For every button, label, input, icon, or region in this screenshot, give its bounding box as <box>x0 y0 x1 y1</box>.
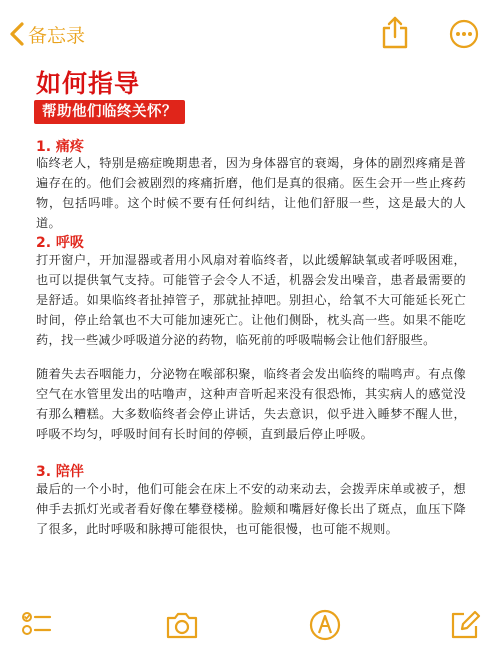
compose-button[interactable] <box>448 608 482 642</box>
section-heading-breathing: 2. 呼吸 <box>36 235 84 251</box>
section-paragraph-breathing-2: 随着失去吞咽能力，分泌物在喉部积聚，临终者会发出临终的喘鸣声。有点像空气在水管里发出的咕噜声，这种声音听起来没有很恐怖，其实病人的感觉没有那么糟糕。大多数临终者会停止讲话，失去意识，似乎进入睡梦不醒人世，呼吸不均匀，呼吸时间有长时间的停顿，直到最后停止呼吸。 <box>36 367 466 441</box>
section-heading-pain: 1. 痛疼 <box>36 139 84 155</box>
markup-pen-icon <box>308 608 342 642</box>
note-subtitle-banner: 帮助他们临终关怀？ <box>34 100 185 124</box>
back-label: 备忘录 <box>28 24 86 47</box>
section-paragraph-pain: 临终老人，特别是癌症晚期患者，因为身体器官的衰竭，身体的剧烈疼痛是普遍存在的。他们会被剧烈的疼痛折磨，他们是真的很痛。医生会开一些止疼药物，包括吗啡。这个时候不要有任何纠结，让他们舒服一些，这是最大的人道。 <box>36 156 466 230</box>
more-button[interactable] <box>449 19 479 49</box>
markup-button[interactable] <box>308 608 342 642</box>
back-button[interactable] <box>8 18 85 50</box>
checklist-icon <box>20 608 54 642</box>
note-title: 如何指导 <box>36 69 141 98</box>
navigation-bar <box>0 0 500 66</box>
section-paragraph-companionship: 最后的一个小时，他们可能会在床上不安的动来动去，会拨弄床单或被子，想伸手去抓灯光或者看好像在攀登楼梯。脸颊和嘴唇好像长出了斑点，血压下降了很多，此时呼吸和脉搏可能很快，也可能很慢，也可能不规则。 <box>36 482 466 536</box>
more-icon <box>449 19 479 49</box>
section-paragraph-breathing-1: 打开窗户，开加湿器或者用小风扇对着临终者，以此缓解缺氧或者呼吸困难，也可以提供氧气支持。可能管子会令人不适，机器会发出噪音，患者最需要的是舒适。如果临终者扯掉管子，那就扯掉吧。别担心，给氧不大可能延长死亡时间，停止给氧也不大可能加速死亡。让他们侧卧，枕头高一些。如果不能吃药，找一些减少呼吸道分泌的药物，临死前的呼吸喘畅会让他们舒服些。 <box>36 253 466 347</box>
checklist-button[interactable] <box>20 608 54 642</box>
share-icon <box>380 15 410 49</box>
compose-icon <box>448 608 482 642</box>
share-button[interactable] <box>380 15 410 49</box>
camera-button[interactable] <box>165 608 199 642</box>
chevron-left-icon <box>8 21 26 47</box>
bottom-toolbar <box>0 600 500 654</box>
camera-icon <box>165 608 199 642</box>
section-heading-companionship: 3. 陪伴 <box>36 464 84 480</box>
